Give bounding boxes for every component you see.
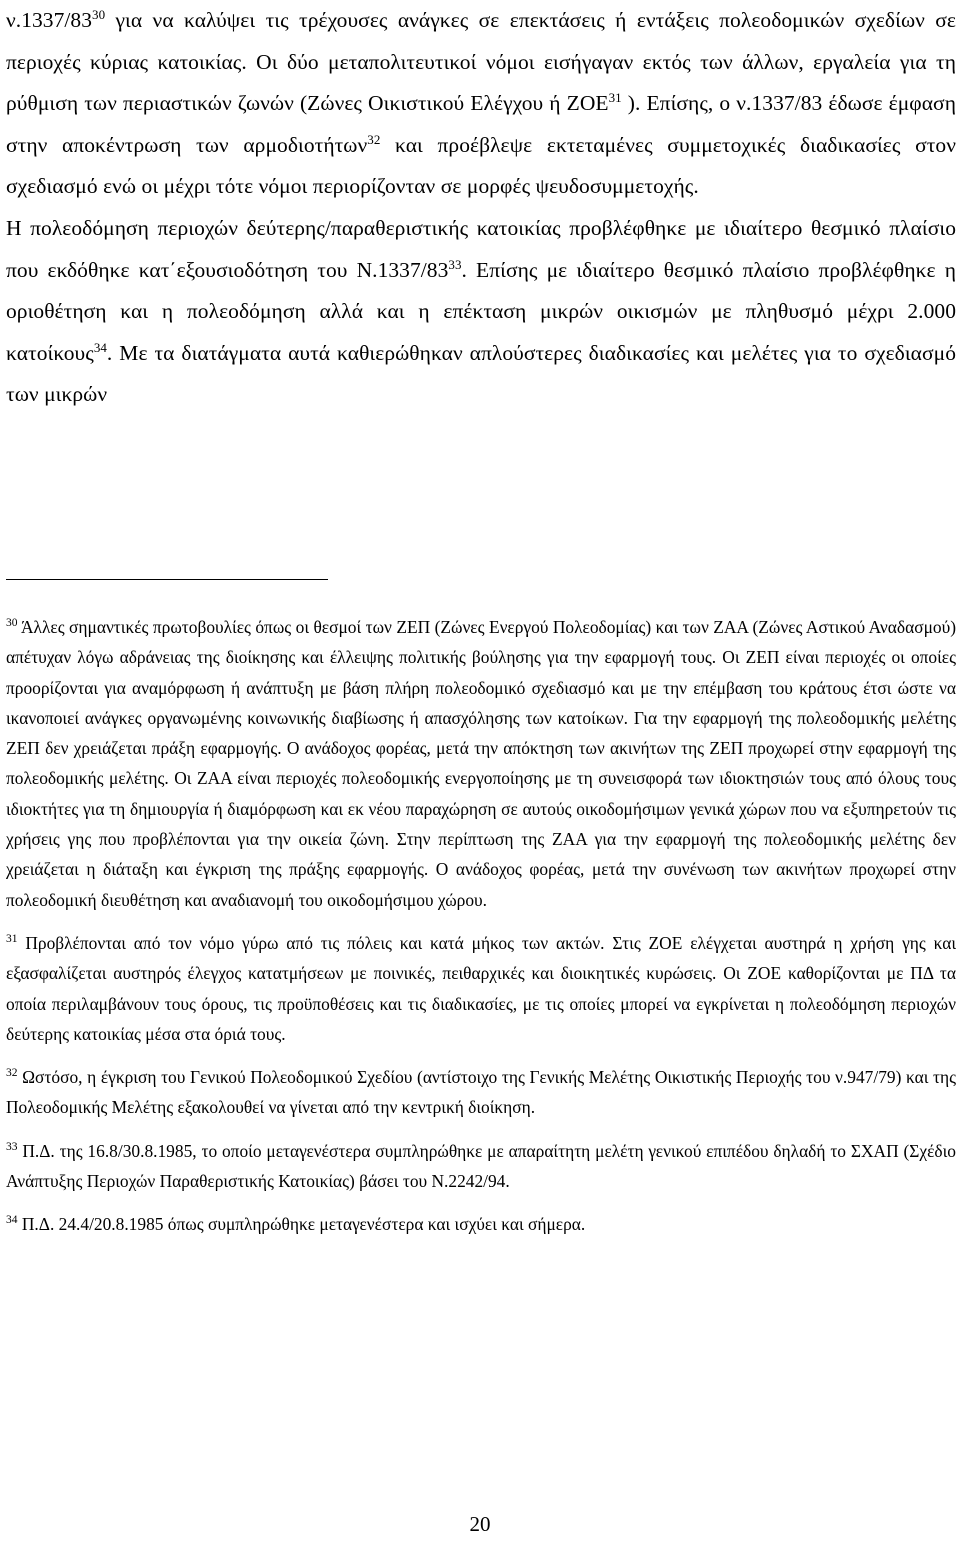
footnote-gap (6, 1123, 956, 1136)
footnote-text: Π.Δ. της 16.8/30.8.1985, το οποίο μεταγενέστερα συμπληρώθηκε με απαραίτητη μελέτη γενικού επιπέδου δηλαδή το ΣΧΑΠ (Σχέδιο Ανάπτυξης Περιοχών Παραθεριστικής Κατοικίας) βάσει του Ν.2242/94. (6, 1140, 956, 1192)
footnote-31 (6, 928, 956, 1049)
footnote-ref-33[interactable]: 33 (448, 256, 462, 272)
footnote-ref-32[interactable]: 32 (367, 131, 381, 147)
body-paragraph-1 (6, 0, 956, 208)
page-number: 20 (469, 1512, 491, 1536)
footnote-gap (6, 1049, 956, 1062)
body-text-segment: για να καλύψει τις τρέχουσες ανάγκες σε επεκτάσεις ή εντάξεις πολεοδομικών σχεδίων σε περιοχές κύριας κατοικίας. Οι δύο μεταπολιτευτικοί νόμοι εισήγαγαν εκτός των άλλων, εργαλεία για τη ρύθμιση των περιαστικών ζωνών (Ζώνες Οικιστικού Ελέγχου ή ΖΟΕ (6, 8, 956, 116)
footnotes-section (6, 612, 956, 1240)
footnote-ref-31[interactable]: 31 (608, 90, 622, 106)
footnote-33 (6, 1136, 956, 1197)
main-body-text (6, 0, 956, 416)
body-text-segment: ν.1337/83 (6, 8, 93, 32)
footnote-gap (6, 1196, 956, 1209)
footnote-number: 33 (6, 1140, 18, 1153)
body-text-segment: . Με τα διατάγματα αυτά καθιερώθηκαν απλούστερες διαδικασίες και μελέτες για το σχεδιασμό των μικρών (6, 340, 956, 407)
footnote-ref-34[interactable]: 34 (93, 339, 107, 355)
footnote-gap (6, 915, 956, 928)
footnote-34 (6, 1209, 956, 1239)
body-text-segment: Η πολεοδόμηση περιοχών δεύτερης/παραθεριστικής κατοικίας προβλέφθηκε με ιδιαίτερο θεσμικό πλαίσιο που εκδόθηκε κατ΄εξουσιοδότηση του Ν.1337/83 (6, 215, 956, 282)
footnote-number: 32 (6, 1067, 18, 1080)
footnote-number: 30 (6, 617, 18, 630)
footnote-text: Ωστόσο, η έγκριση του Γενικού Πολεοδομικού Σχεδίου (αντίστοιχο της Γενικής Μελέτης Οικιστικής Περιοχής του ν.947/79) και της Πολεοδομικής Μελέτης εξακολουθεί να γίνεται από την κεντρική διοίκηση. (6, 1067, 956, 1118)
footnote-ref-30[interactable]: 30 (92, 6, 106, 22)
footnote-separator (6, 579, 328, 580)
body-paragraph-2 (6, 208, 956, 416)
footnote-text: Προβλέπονται από τον νόμο γύρω από τις πόλεις και κατά μήκος των ακτών. Στις ΖΟΕ ελέγχεται αυστηρά η χρήση γης και εξασφαλίζεται αυστηρός έλεγχος κατατμήσεων με ποινικές, πειθαρχικές και διοικητικές κυρώσεις. Οι ΖΟΕ καθορίζονται με ΠΔ τα οποία περιλαμβάνουν τους όρους, τις προϋποθέσεις και τις διαδικασίες, με τις οποίες μπορεί να εγκρίνεται η πολεοδόμηση περιοχών δεύτερης κατοικίας μέσα στα όριά τους. (6, 932, 956, 1044)
body-text-segment: ). Επίσης, ο ν.1337/83 έδωσε έμφαση στην αποκέντρωση των αρμοδιοτήτων (6, 91, 956, 157)
footnote-30 (6, 612, 956, 915)
footnote-text: Π.Δ. 24.4/20.8.1985 όπως συμπληρώθηκε μεταγενέστερα και ισχύει και σήμερα. (17, 1214, 586, 1235)
footnote-32 (6, 1062, 956, 1123)
footnote-number: 34 (6, 1214, 18, 1227)
body-text-segment: και προέβλεψε εκτεταμένες συμμετοχικές διαδικασίες στον σχεδιασμό ενώ οι μέχρι τότε νόμοι περιορίζονταν σε μορφές ψευδοσυμμετοχής. (6, 132, 956, 199)
footnote-text: Άλλες σημαντικές πρωτοβουλίες όπως οι θεσμοί των ΖΕΠ (Ζώνες Ενεργού Πολεοδομίας) και των ΖΑΑ (Ζώνες Αστικού Αναδασμού) απέτυχαν λόγω αδράνειας της διοίκησης και έλλειψης πολιτικής βούλησης για την εφαρμογή τους. Οι ΖΕΠ είναι περιοχές οι οποίες προορίζονται για αναμόρφωση ή ανάπτυξη με βάση πλήρη πολεοδομικό σχεδιασμό και με την επέμβαση του κράτους έτσι ώστε να ικανοποιεί ανάγκες οργανωμένης κοινωνικής διαβίωσης ή απασχόλησης των κατοίκων. Για την εφαρμογή της πολεοδομικής μελέτης ΖΕΠ δεν χρειάζεται πράξη εφαρμογής. Ο ανάδοχος φορέας, μετά την απόκτηση των ακινήτων της ΖΕΠ προχωρεί στην εφαρμογή της πολεοδομικής μελέτης. Οι ΖΑΑ είναι περιοχές πολεοδομικής ενεργοποίησης με τη συνεισφορά των ιδιοκτησιών τους από όλους τους ιδιοκτήτες για τη δημιουργία ή διαμόρφωση και εκ νέου παραχώρηση σε αυτούς οικοδομήσιμων γενικά χώρων που να εξυπηρετούν τις χρήσεις γης που προβλέπονται για την οικεία ζώνη. Στην περίπτωση της ΖΑΑ για την εφαρμογή της πολεοδομικής μελέτης δεν χρειάζεται η διάταξη και έγκριση της πράξης εφαρμογής. Ο ανάδοχος φορέας, μετά την συνένωση των ακινήτων προχωρεί στην πολεοδομική διευθέτηση και αναδιανομή του οικοδομήσιμου χώρου. (6, 617, 956, 910)
footnote-number: 31 (6, 933, 18, 946)
body-text-segment: . Επίσης με ιδιαίτερο θεσμικό πλαίσιο προβλέφθηκε η οριοθέτηση και η πολεοδόμηση αλλά και η επέκταση μικρών οικισμών με πληθυσμό μέχρι 2.000 κατοίκους (6, 257, 956, 365)
